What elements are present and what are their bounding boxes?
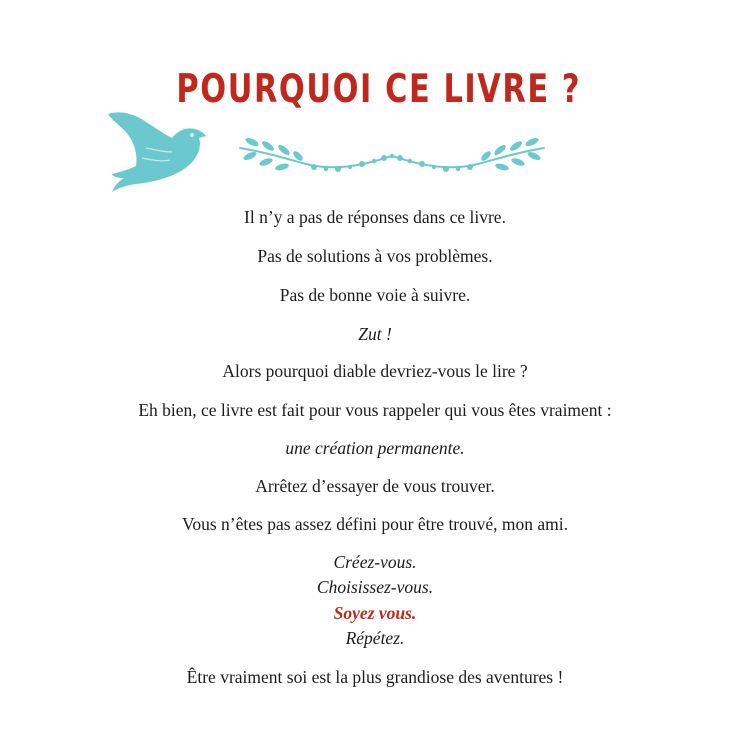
body-line-12-highlight: Soyez vous.	[333, 603, 417, 623]
body-line-2: Pas de solutions à vos problèmes.	[257, 246, 493, 266]
body-line-7: une création permanente.	[285, 438, 465, 458]
body-line-1: Il n’y a pas de réponses dans ce livre.	[244, 207, 506, 227]
bird-icon	[106, 108, 210, 194]
body-line-3: Pas de bonne voie à suivre.	[279, 285, 471, 305]
body-line-13: Répétez.	[345, 628, 405, 648]
body-line-5: Alors pourquoi diable devriez-vous le lire ?	[222, 361, 528, 381]
body-line-8: Arrêtez d’essayer de vous trouver.	[255, 476, 495, 496]
body-line-6: Eh bien, ce livre est fait pour vous rappeler qui vous êtes vraiment :	[138, 400, 612, 420]
leaf-garland-icon	[234, 134, 550, 180]
body-line-4: Zut !	[358, 324, 392, 344]
body-line-11: Choisissez-vous.	[316, 577, 434, 597]
body-line-14: Être vraiment soi est la plus grandiose des aventures !	[186, 667, 564, 687]
body-line-9: Vous n’êtes pas assez défini pour être trouvé, mon ami.	[181, 514, 569, 534]
body-line-10: Créez-vous.	[333, 552, 417, 572]
page-title: POURQUOI CE LIVRE ?	[176, 67, 582, 112]
